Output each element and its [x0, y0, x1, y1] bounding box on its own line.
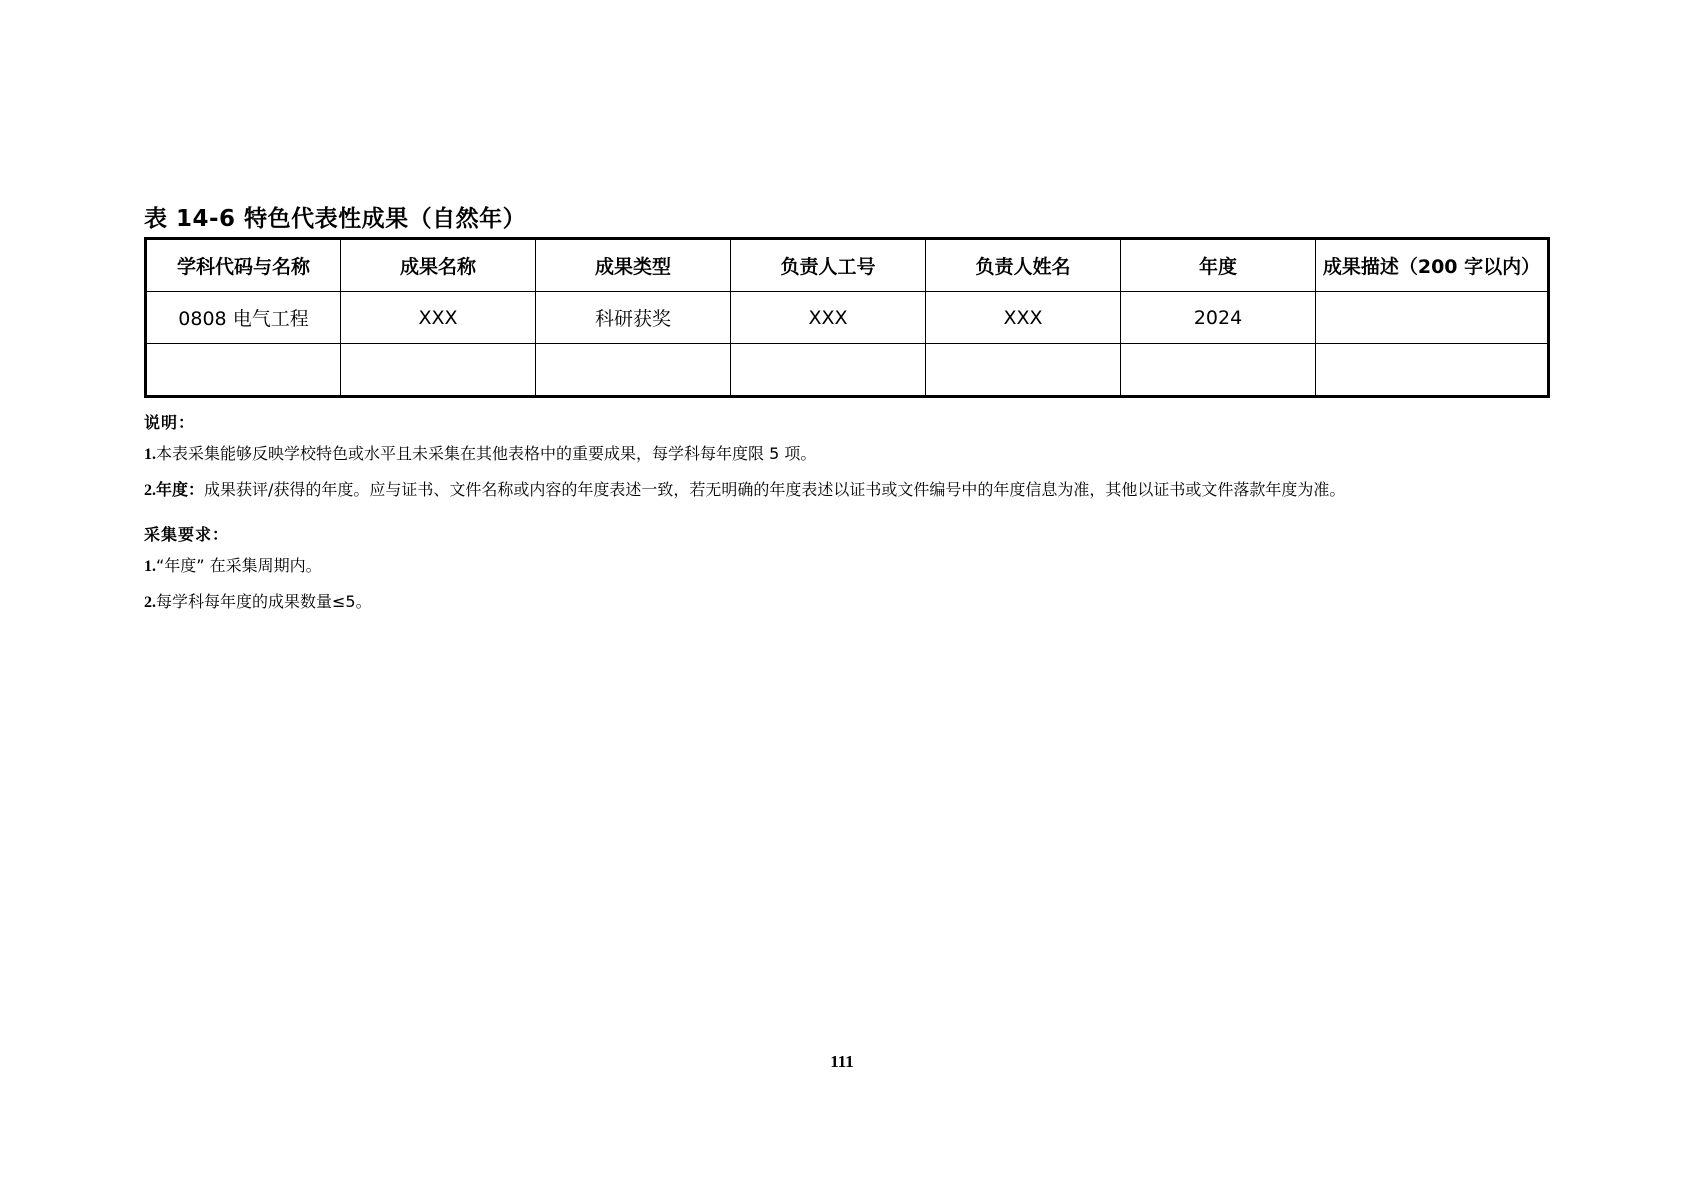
table-cell: XXX: [926, 292, 1121, 344]
item-text: 本表采集能够反映学校特色或水平且未采集在其他表格中的重要成果，每学科每年度限 5 项。: [156, 444, 817, 463]
table-cell: [1316, 292, 1549, 344]
requirement-item: [144, 584, 1564, 620]
table-cell: 科研获奖: [536, 292, 731, 344]
table-cell: 2024: [1121, 292, 1316, 344]
table-cell: [341, 344, 536, 397]
explanation-item: [144, 472, 1564, 508]
table-cell: [926, 344, 1121, 397]
column-header: 负责人工号: [731, 239, 926, 292]
notes-section: [144, 410, 1564, 620]
requirements-heading: 采集要求：: [144, 525, 230, 544]
table-row: [146, 344, 1549, 397]
column-header: 负责人姓名: [926, 239, 1121, 292]
item-text: 每学科每年度的成果数量≤5。: [156, 592, 372, 611]
table-cell: [1316, 344, 1549, 397]
column-header: 学科代码与名称: [146, 239, 341, 292]
table-header-row: [146, 239, 1549, 292]
column-header: 年度: [1121, 239, 1316, 292]
item-text: 成果获评/获得的年度。应与证书、文件名称或内容的年度表述一致，若无明确的年度表述以证书或文件编号中的年度信息为准，其他以证书或文件落款年度为准。: [204, 480, 1346, 499]
explanation-heading: 说明：: [144, 413, 196, 432]
requirement-item: [144, 548, 1564, 584]
explanation-item: [144, 436, 1564, 472]
column-header: 成果描述（200 字以内）: [1316, 239, 1549, 292]
table-cell: 0808 电气工程: [146, 292, 341, 344]
page-number: 111: [830, 1052, 854, 1071]
table-cell: XXX: [731, 292, 926, 344]
table-cell: [536, 344, 731, 397]
item-number: 1.: [144, 558, 156, 575]
item-number: 2.: [144, 594, 156, 611]
column-header: 成果名称: [341, 239, 536, 292]
table-row: [146, 292, 1549, 344]
table-title: 表 14-6 特色代表性成果（自然年）: [144, 206, 527, 232]
item-text: “年度” 在采集周期内。: [156, 556, 322, 575]
table-cell: [1121, 344, 1316, 397]
achievements-table: [144, 237, 1550, 398]
item-label: 年度：: [156, 480, 205, 499]
table-cell: [731, 344, 926, 397]
item-number: 1.: [144, 446, 156, 463]
table-cell: XXX: [341, 292, 536, 344]
column-header: 成果类型: [536, 239, 731, 292]
table-cell: [146, 344, 341, 397]
item-number: 2.: [144, 482, 156, 499]
